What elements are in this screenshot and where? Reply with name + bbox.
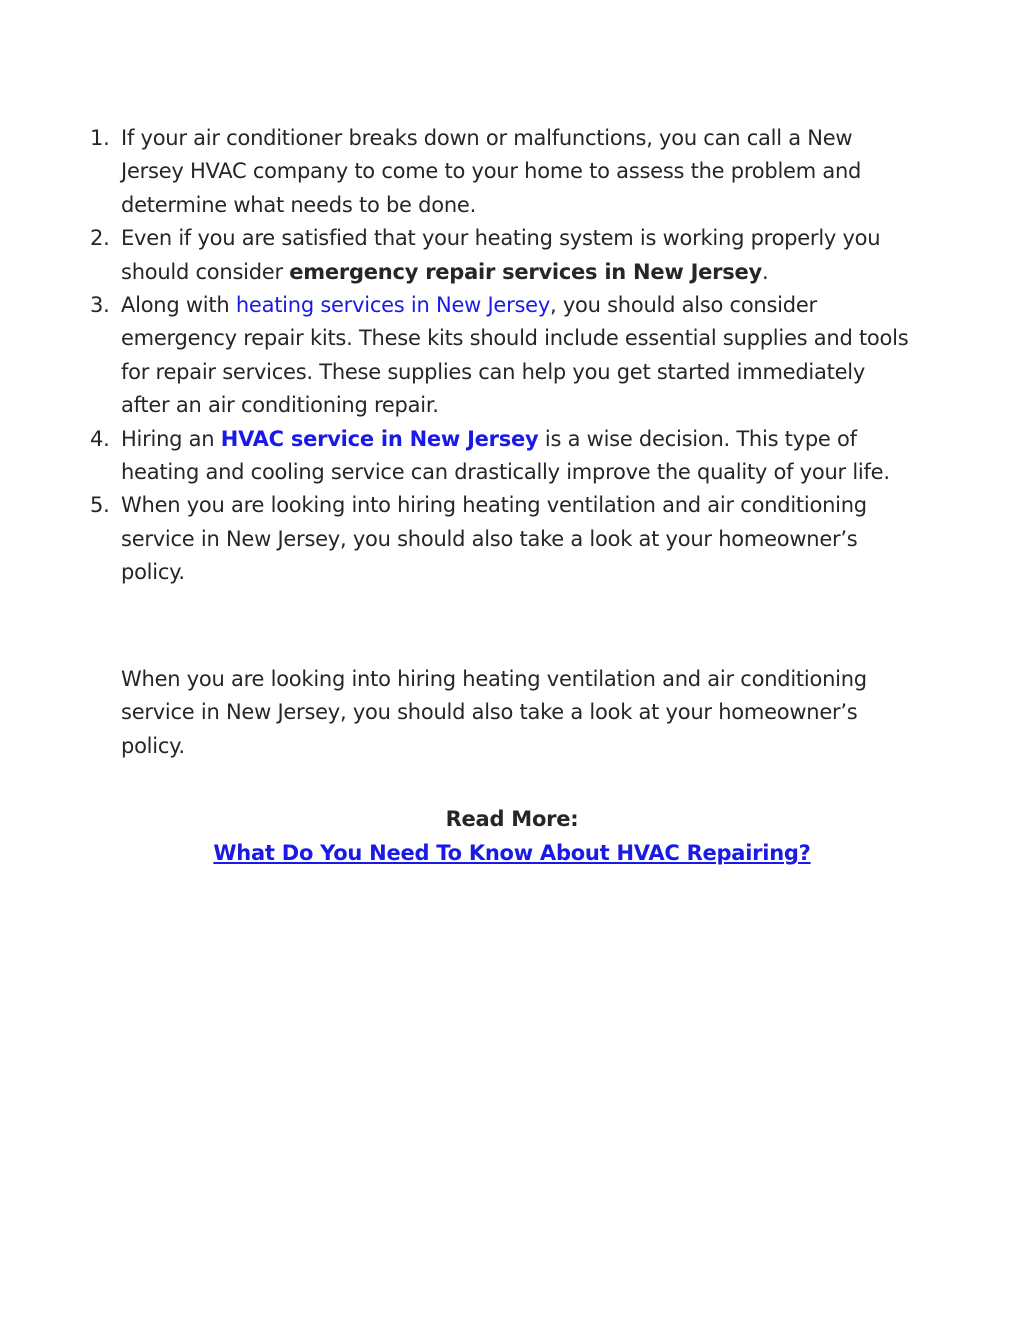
heating-services-link[interactable]: heating services in New Jersey — [235, 293, 550, 318]
list-item-number: 1. — [90, 126, 110, 150]
list-item — [90, 423, 910, 490]
list-item — [90, 122, 910, 222]
bold-phrase: emergency repair services in New Jersey — [289, 259, 762, 284]
read-more-label: Read More: — [445, 807, 579, 831]
list-item-text: . — [761, 259, 769, 284]
list-item — [90, 289, 910, 423]
list-item-number: 2. — [90, 226, 110, 251]
read-more-row — [0, 836, 1024, 870]
list-item-text: Along with — [121, 293, 236, 318]
hvac-service-link[interactable]: HVAC service in New Jersey — [220, 426, 539, 451]
list-item-number: 4. — [90, 426, 110, 451]
body-paragraph: When you are looking into hiring heating ventilation and air conditioning service in New Jersey, you should also take a look at your homeowner’s policy. — [121, 667, 867, 758]
list-item — [90, 222, 910, 289]
read-more-link[interactable]: What Do You Need To Know About HVAC Repairing? — [213, 841, 811, 865]
list-item-text: , you should also consider emergency repair kits. These kits should include essential supplies and tools for repair services. These supplies can help you get started immediately after an air conditioning repair. — [121, 293, 909, 418]
list-item-text: When you are looking into hiring heating ventilation and air conditioning service in New Jersey, you should also take a look at your homeowner’s policy. — [121, 493, 867, 585]
numbered-list — [90, 122, 910, 590]
list-item — [90, 489, 910, 589]
list-item-number: 5. — [90, 493, 110, 518]
list-item-text: If your air conditioner breaks down or malfunctions, you can call a New Jersey HVAC company to come to your home to assess the problem and determine what needs to be done. — [121, 126, 862, 217]
list-item-text: is a wise decision. This type of heating and cooling service can drastically improve the quality of your life. — [121, 426, 890, 485]
list-item-number: 3. — [90, 293, 110, 318]
list-item-text: Hiring an — [121, 426, 221, 451]
list-item-text: Even if you are satisfied that your heating system is working properly you should consider — [121, 226, 881, 284]
